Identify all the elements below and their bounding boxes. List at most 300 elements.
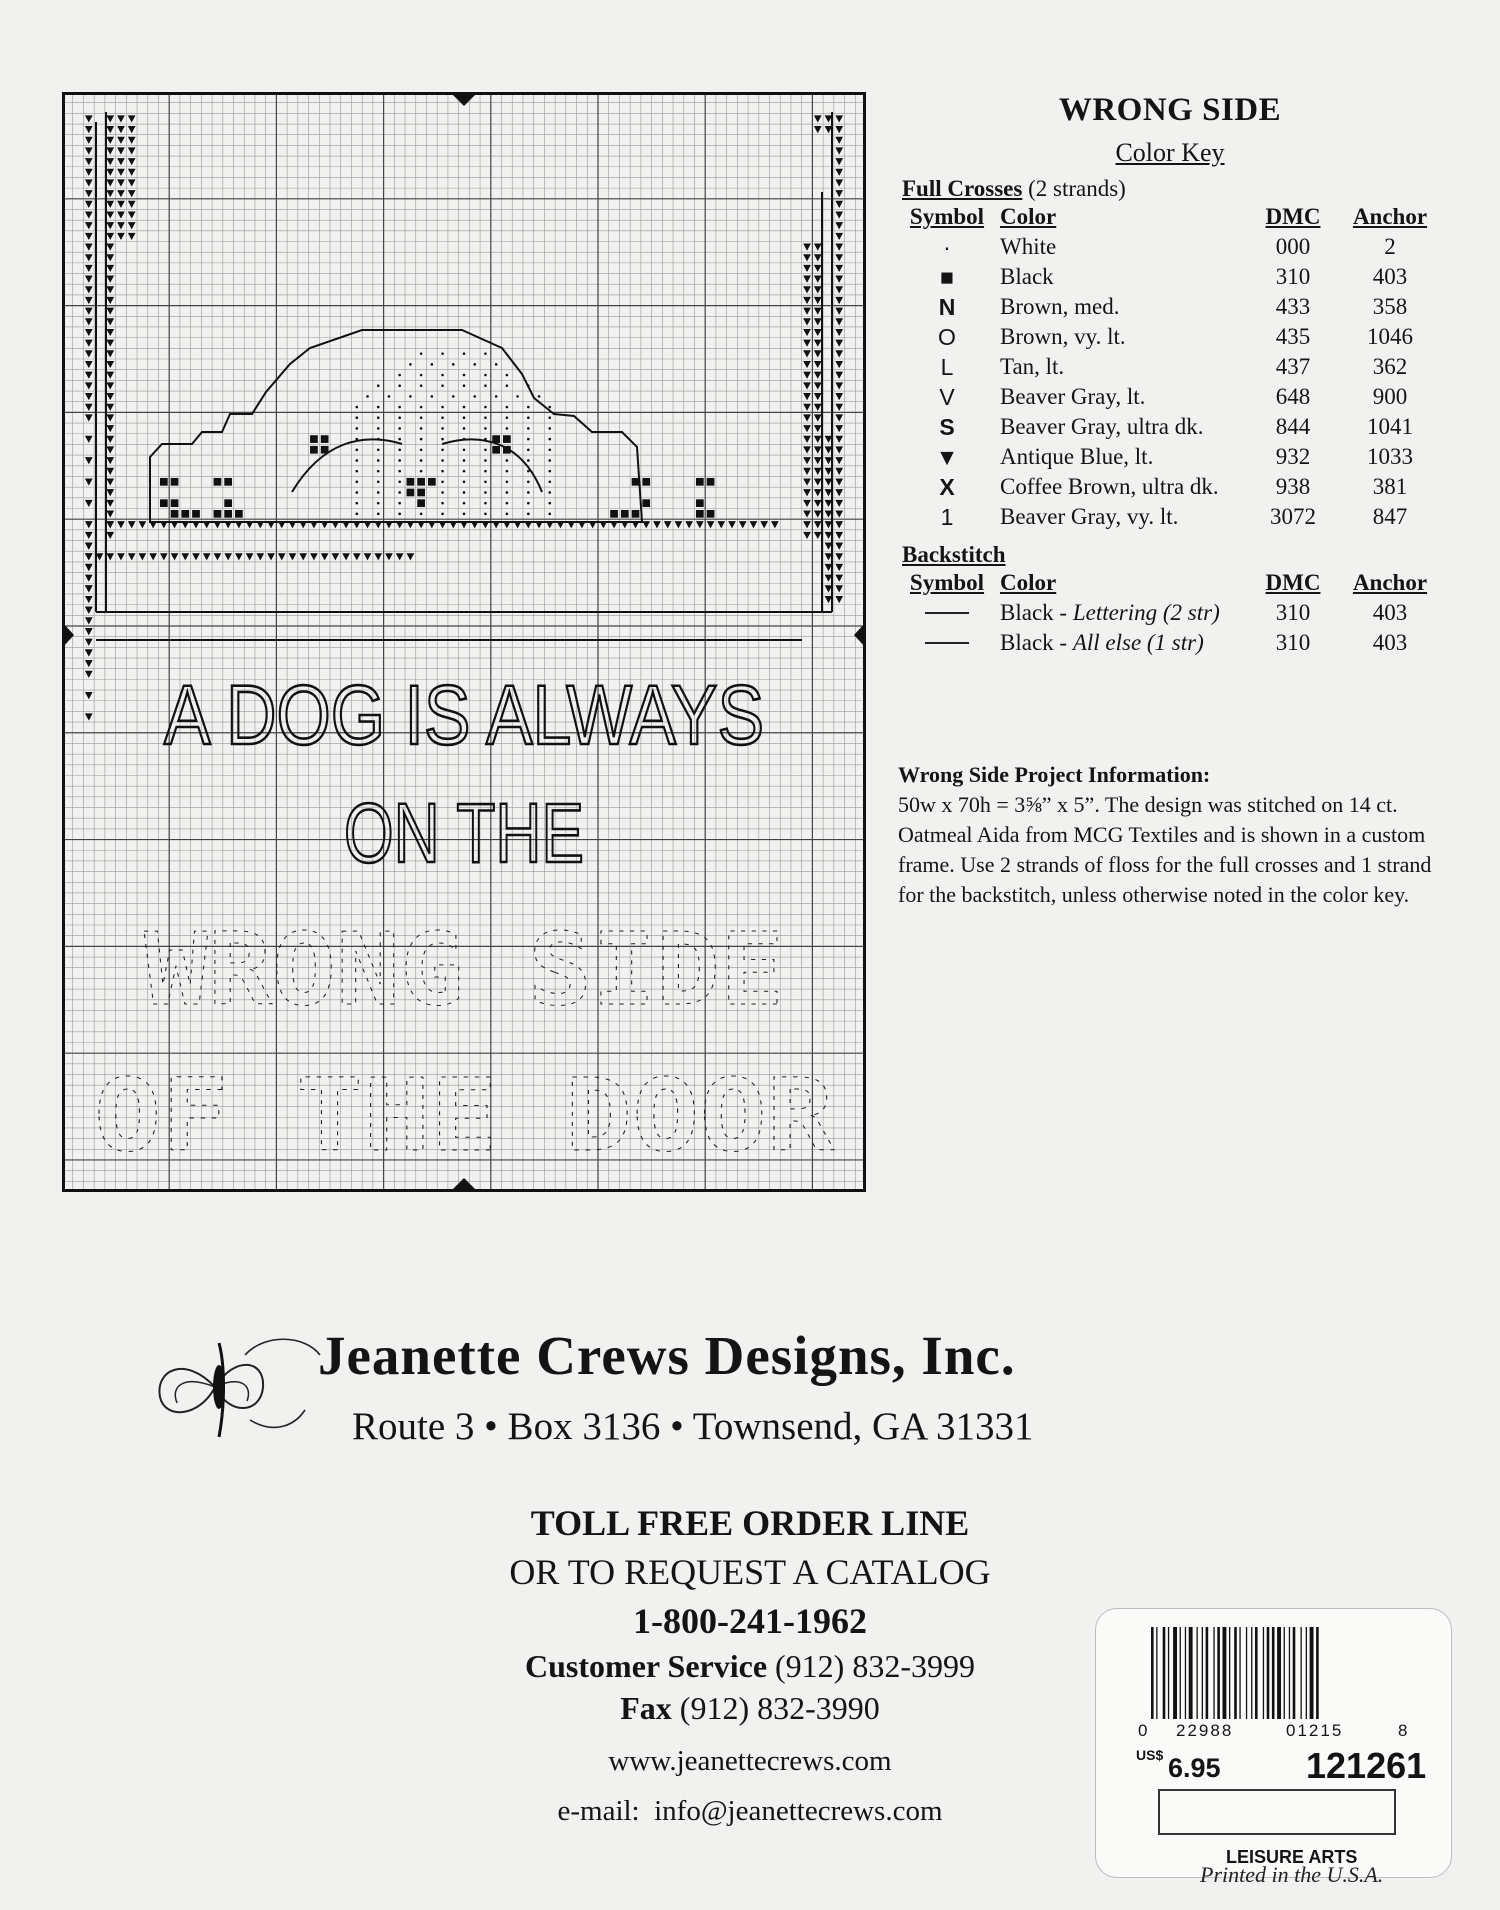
stitch-antique-blue: [835, 532, 843, 539]
stitch-white: [506, 470, 509, 473]
stitch-antique-blue: [814, 350, 822, 357]
stitch-antique-blue: [835, 521, 843, 528]
stitch-antique-blue: [814, 254, 822, 261]
stitch-white: [388, 395, 391, 398]
key-symbol: L: [940, 354, 954, 380]
stitch-antique-blue: [85, 660, 93, 667]
backstitch-note: Lettering (2 str): [1072, 600, 1220, 625]
stitch-antique-blue: [106, 404, 114, 411]
color-key-row: [902, 444, 1442, 474]
barcode-left-digits: 22988: [1176, 1721, 1234, 1740]
stitch-antique-blue: [835, 489, 843, 496]
stitch-antique-blue: [835, 265, 843, 272]
stitch-antique-blue: [835, 404, 843, 411]
stitch-antique-blue: [128, 137, 136, 144]
stitch-antique-blue: [117, 147, 125, 154]
key-anchor: 362: [1372, 354, 1408, 379]
stitch-white: [398, 406, 401, 409]
stitch-white: [441, 448, 444, 451]
stitch-antique-blue: [85, 500, 93, 507]
website-link[interactable]: www.jeanettecrews.com: [608, 1745, 892, 1777]
stitch-antique-blue: [106, 329, 114, 336]
stitch-white: [441, 459, 444, 462]
stitch-antique-blue: [85, 233, 93, 240]
stitch-antique-blue: [835, 147, 843, 154]
stitch-black: [407, 478, 415, 486]
stitch-antique-blue: [407, 553, 415, 560]
stitch-antique-blue: [117, 169, 125, 176]
stitch-antique-blue: [299, 553, 307, 560]
stitch-antique-blue: [85, 158, 93, 165]
col-symbol: Symbol: [909, 570, 985, 595]
stitch-antique-blue: [85, 222, 93, 229]
stitch-white: [452, 363, 455, 366]
stitch-antique-blue: [803, 500, 811, 507]
stitch-antique-blue: [106, 414, 114, 421]
stitch-antique-blue: [117, 201, 125, 208]
stitch-antique-blue: [835, 308, 843, 315]
order-line-title: TOLL FREE ORDER LINE: [530, 1503, 970, 1543]
stitch-white: [398, 427, 401, 430]
stitch-white: [420, 438, 423, 441]
project-info-text: 50w x 70h = 3⅝” x 5”. The design was stitched on 14 ct. Oatmeal Aida from MCG Textiles and is shown in a custom frame. Use 2 strands of floss for the full crosses and 1 strand for the backstitch, unless otherwise noted in the color key.: [898, 792, 1432, 907]
stitch-antique-blue: [128, 553, 136, 560]
stitch-white: [377, 502, 380, 505]
key-dmc: 310: [1275, 630, 1311, 655]
stitch-antique-blue: [139, 521, 147, 528]
stitch-antique-blue: [353, 553, 361, 560]
stitch-antique-blue: [85, 393, 93, 400]
stitch-black: [417, 478, 425, 486]
stitch-white: [484, 384, 487, 387]
stitch-white: [463, 513, 466, 516]
key-dmc: 3072: [1270, 504, 1316, 529]
stitch-white: [484, 406, 487, 409]
stitch-antique-blue: [814, 478, 822, 485]
stitch-antique-blue: [85, 671, 93, 678]
stitch-white: [527, 491, 530, 494]
stitch-antique-blue: [106, 340, 114, 347]
stitch-white: [441, 470, 444, 473]
stitch-antique-blue: [106, 233, 114, 240]
key-color: Black: [1000, 264, 1054, 289]
key-dmc: 844: [1275, 414, 1311, 439]
stitch-white: [441, 491, 444, 494]
stitch-antique-blue: [203, 553, 211, 560]
stitch-antique-blue: [85, 308, 93, 315]
color-key-row: [902, 294, 1442, 324]
stitch-white: [356, 416, 359, 419]
stitch-antique-blue: [803, 393, 811, 400]
full-crosses-heading: [902, 176, 1126, 202]
stitch-white: [420, 406, 423, 409]
col-anchor: Anchor: [1352, 570, 1428, 595]
stitch-white: [484, 352, 487, 355]
stitch-white: [527, 502, 530, 505]
price: 6.95: [1168, 1753, 1221, 1783]
price-sticker: [1095, 1608, 1452, 1878]
stitch-white: [473, 363, 476, 366]
backstitch-color: Black -: [1000, 600, 1073, 625]
stitch-white: [548, 513, 551, 516]
stitch-white: [495, 395, 498, 398]
color-key-row: [902, 324, 1442, 354]
stitch-antique-blue: [310, 553, 318, 560]
stitch-antique-blue: [106, 211, 114, 218]
barcode-right-digits: 01215: [1286, 1721, 1344, 1740]
stitch-antique-blue: [106, 318, 114, 325]
stitch-black: [642, 499, 650, 507]
stitch-white: [420, 470, 423, 473]
stitch-antique-blue: [106, 425, 114, 432]
stitch-white: [484, 374, 487, 377]
stitch-white: [548, 491, 551, 494]
backstitch-note: All else (1 str): [1072, 630, 1204, 655]
stitch-antique-blue: [117, 158, 125, 165]
stitch-antique-blue: [85, 137, 93, 144]
stitch-antique-blue: [803, 297, 811, 304]
stitch-antique-blue: [106, 244, 114, 251]
stitch-antique-blue: [85, 543, 93, 550]
stitch-antique-blue: [85, 532, 93, 539]
stitch-white: [377, 406, 380, 409]
stitch-white: [484, 502, 487, 505]
key-anchor: 403: [1372, 264, 1408, 289]
sticker-brand: LEISURE ARTS: [1226, 1847, 1358, 1867]
stitch-antique-blue: [85, 575, 93, 582]
key-color: Coffee Brown, ultra dk.: [1000, 474, 1219, 499]
fax-label: Fax: [620, 1690, 672, 1726]
col-color: Color: [1000, 570, 1057, 595]
stitch-black: [214, 510, 222, 518]
stitch-antique-blue: [835, 286, 843, 293]
stitch-antique-blue: [814, 414, 822, 421]
stitch-antique-blue: [128, 190, 136, 197]
stitch-black: [224, 510, 232, 518]
stitch-antique-blue: [739, 521, 747, 528]
color-key-row: [902, 414, 1442, 444]
stitch-white: [356, 406, 359, 409]
order-line-subtitle: OR TO REQUEST A CATALOG: [509, 1552, 991, 1592]
stitch-antique-blue: [85, 265, 93, 272]
stitch-antique-blue: [835, 222, 843, 229]
stitch-white: [548, 481, 551, 484]
stitch-antique-blue: [85, 436, 93, 443]
stitch-black: [407, 489, 415, 497]
stitch-antique-blue: [835, 329, 843, 336]
currency-label: US$: [1136, 1747, 1164, 1763]
stitch-antique-blue: [117, 126, 125, 133]
stitch-antique-blue: [696, 521, 704, 528]
chart-line-2: ON THE: [344, 786, 584, 880]
stitch-white: [356, 481, 359, 484]
stitch-white: [527, 427, 530, 430]
backstitch-row: [902, 600, 1442, 630]
stitch-antique-blue: [106, 179, 114, 186]
stitch-antique-blue: [803, 532, 811, 539]
stitch-black: [417, 489, 425, 497]
stitch-antique-blue: [814, 457, 822, 464]
key-anchor: 403: [1372, 630, 1408, 655]
stitch-antique-blue: [85, 340, 93, 347]
stitch-antique-blue: [814, 329, 822, 336]
stitch-antique-blue: [835, 201, 843, 208]
stitch-white: [548, 502, 551, 505]
stitch-antique-blue: [85, 126, 93, 133]
stitch-black: [696, 478, 704, 486]
stitch-white: [463, 502, 466, 505]
company-logo-icon: [155, 1325, 325, 1445]
stitch-antique-blue: [106, 511, 114, 518]
stitch-antique-blue: [171, 553, 179, 560]
stitch-antique-blue: [814, 276, 822, 283]
stitch-white: [356, 491, 359, 494]
key-dmc: 310: [1275, 600, 1311, 625]
col-color: Color: [1000, 204, 1057, 229]
key-symbol: V: [939, 384, 955, 410]
stitch-antique-blue: [85, 639, 93, 646]
backstitch-label: Backstitch: [902, 542, 1006, 567]
stitch-white: [377, 384, 380, 387]
stitch-white: [420, 513, 423, 516]
key-dmc: 648: [1275, 384, 1311, 409]
key-color: Tan, lt.: [1000, 354, 1065, 379]
stitch-antique-blue: [117, 211, 125, 218]
stitch-antique-blue: [803, 244, 811, 251]
stitch-white: [527, 459, 530, 462]
center-arrow-bottom: [450, 1178, 478, 1192]
stitch-black: [321, 435, 329, 443]
stitch-antique-blue: [803, 308, 811, 315]
stitch-white: [506, 513, 509, 516]
stitch-white: [506, 406, 509, 409]
stitch-white: [398, 470, 401, 473]
stitch-white: [527, 448, 530, 451]
stitch-antique-blue: [814, 318, 822, 325]
stitch-antique-blue: [814, 126, 822, 133]
stitch-white: [548, 448, 551, 451]
stitch-antique-blue: [106, 489, 114, 496]
stitch-black: [192, 510, 200, 518]
chart-line-1: A DOG IS ALWAYS: [164, 668, 764, 762]
customer-service-label: Customer Service: [525, 1648, 768, 1684]
stitch-antique-blue: [106, 254, 114, 261]
stitch-white: [377, 481, 380, 484]
stitch-white: [356, 513, 359, 516]
stitch-antique-blue: [128, 179, 136, 186]
stitch-white: [548, 438, 551, 441]
key-symbol: N: [938, 294, 956, 320]
stitch-antique-blue: [106, 446, 114, 453]
stitch-antique-blue: [835, 393, 843, 400]
stitch-antique-blue: [106, 276, 114, 283]
stitch-antique-blue: [760, 521, 768, 528]
key-anchor: 403: [1372, 600, 1408, 625]
stitch-antique-blue: [85, 404, 93, 411]
stitch-antique-blue: [106, 222, 114, 229]
stitch-antique-blue: [814, 500, 822, 507]
key-dmc: 435: [1275, 324, 1311, 349]
stitch-white: [506, 384, 509, 387]
stitch-antique-blue: [128, 126, 136, 133]
stitch-antique-blue: [85, 713, 93, 720]
stitch-antique-blue: [685, 521, 693, 528]
stitch-white: [484, 416, 487, 419]
stitch-antique-blue: [106, 201, 114, 208]
stitch-white: [463, 481, 466, 484]
stitch-antique-blue: [803, 350, 811, 357]
stitch-white: [506, 416, 509, 419]
stitch-white: [495, 363, 498, 366]
stitch-white: [441, 513, 444, 516]
stitch-antique-blue: [106, 158, 114, 165]
stitch-antique-blue: [675, 521, 683, 528]
stitch-antique-blue: [728, 521, 736, 528]
stitch-white: [356, 427, 359, 430]
project-info: [898, 760, 1438, 910]
stitch-antique-blue: [85, 617, 93, 624]
stitch-antique-blue: [106, 308, 114, 315]
stitch-antique-blue: [835, 126, 843, 133]
stitch-antique-blue: [85, 607, 93, 614]
stitch-white: [548, 406, 551, 409]
stitch-white: [420, 448, 423, 451]
col-anchor: Anchor: [1352, 204, 1428, 229]
stitch-antique-blue: [181, 553, 189, 560]
stitch-antique-blue: [803, 425, 811, 432]
stitch-antique-blue: [803, 276, 811, 283]
stitch-antique-blue: [814, 393, 822, 400]
stitch-antique-blue: [835, 158, 843, 165]
stitch-antique-blue: [835, 276, 843, 283]
stitch-antique-blue: [85, 628, 93, 635]
stitch-antique-blue: [149, 553, 157, 560]
key-color: Beaver Gray, lt.: [1000, 384, 1146, 409]
stitch-antique-blue: [85, 372, 93, 379]
stitch-antique-blue: [814, 382, 822, 389]
stitch-white: [377, 513, 380, 516]
stitch-antique-blue: [814, 372, 822, 379]
color-key-row: [902, 474, 1442, 504]
stitch-white: [506, 427, 509, 430]
color-key-row: [902, 234, 1442, 264]
stitch-black: [610, 510, 618, 518]
stitch-antique-blue: [835, 446, 843, 453]
stitch-antique-blue: [128, 233, 136, 240]
full-crosses-label: Full Crosses: [902, 176, 1023, 201]
col-dmc: DMC: [1265, 204, 1321, 229]
stitch-white: [441, 384, 444, 387]
stitch-antique-blue: [803, 446, 811, 453]
stitch-antique-blue: [835, 564, 843, 571]
stitch-antique-blue: [85, 169, 93, 176]
stitch-antique-blue: [803, 361, 811, 368]
stitch-antique-blue: [835, 169, 843, 176]
stitch-antique-blue: [771, 521, 779, 528]
stitch-white: [463, 470, 466, 473]
stitch-antique-blue: [374, 553, 382, 560]
stitch-white: [463, 491, 466, 494]
stitch-antique-blue: [803, 489, 811, 496]
stitch-antique-blue: [835, 478, 843, 485]
stitch-antique-blue: [106, 382, 114, 389]
cross-stitch-chart: [62, 92, 866, 1192]
stitch-antique-blue: [106, 500, 114, 507]
stitch-antique-blue: [106, 147, 114, 154]
stitch-antique-blue: [814, 404, 822, 411]
email-link[interactable]: info@jeanettecrews.com: [654, 1795, 943, 1827]
stitch-antique-blue: [707, 521, 715, 528]
stitch-white: [463, 406, 466, 409]
barcode-lead-digit: 0: [1138, 1721, 1148, 1740]
col-symbol: Symbol: [909, 204, 985, 229]
stitch-antique-blue: [106, 436, 114, 443]
stitch-white: [398, 513, 401, 516]
stitch-antique-blue: [835, 340, 843, 347]
stitch-antique-blue: [106, 553, 114, 560]
stitch-antique-blue: [85, 457, 93, 464]
stitch-antique-blue: [803, 478, 811, 485]
key-dmc: 310: [1275, 264, 1311, 289]
stitch-antique-blue: [835, 468, 843, 475]
stitch-white: [473, 395, 476, 398]
stitch-antique-blue: [128, 211, 136, 218]
stitch-white: [420, 374, 423, 377]
stitch-black: [224, 478, 232, 486]
key-dmc: 437: [1275, 354, 1311, 379]
stitch-white: [377, 470, 380, 473]
stitch-white: [356, 459, 359, 462]
customer-service-phone: (912) 832-3999: [775, 1648, 975, 1684]
stitch-antique-blue: [128, 158, 136, 165]
stitch-antique-blue: [85, 286, 93, 293]
key-symbol: X: [939, 474, 955, 500]
stitch-white: [356, 448, 359, 451]
stitch-antique-blue: [85, 553, 93, 560]
key-symbol: ■: [940, 264, 954, 290]
stitch-antique-blue: [835, 585, 843, 592]
stitch-white: [484, 481, 487, 484]
stitch-black: [224, 499, 232, 507]
company-name: Jeanette Crews Designs, Inc.: [318, 1325, 1016, 1386]
stitch-antique-blue: [835, 297, 843, 304]
stitch-white: [527, 481, 530, 484]
backstitch-header-row: [902, 570, 1442, 600]
key-anchor: 1041: [1367, 414, 1413, 439]
color-key-row: [902, 354, 1442, 384]
stitch-antique-blue: [85, 692, 93, 699]
stitch-antique-blue: [835, 372, 843, 379]
stitch-antique-blue: [332, 553, 340, 560]
stitch-antique-blue: [117, 222, 125, 229]
backstitch-line-icon: [902, 600, 992, 627]
stitch-antique-blue: [717, 521, 725, 528]
stitch-antique-blue: [803, 521, 811, 528]
chart-grid: [62, 92, 866, 1192]
stitch-antique-blue: [106, 521, 114, 528]
stitch-antique-blue: [803, 329, 811, 336]
stitch-antique-blue: [814, 297, 822, 304]
item-number: 121261: [1306, 1745, 1427, 1786]
stitch-black: [171, 499, 179, 507]
stitch-antique-blue: [117, 190, 125, 197]
stitch-antique-blue: [835, 115, 843, 122]
stitch-black: [428, 478, 436, 486]
stitch-antique-blue: [835, 137, 843, 144]
stitch-antique-blue: [814, 511, 822, 518]
stitch-white: [356, 502, 359, 505]
stitch-white: [484, 513, 487, 516]
